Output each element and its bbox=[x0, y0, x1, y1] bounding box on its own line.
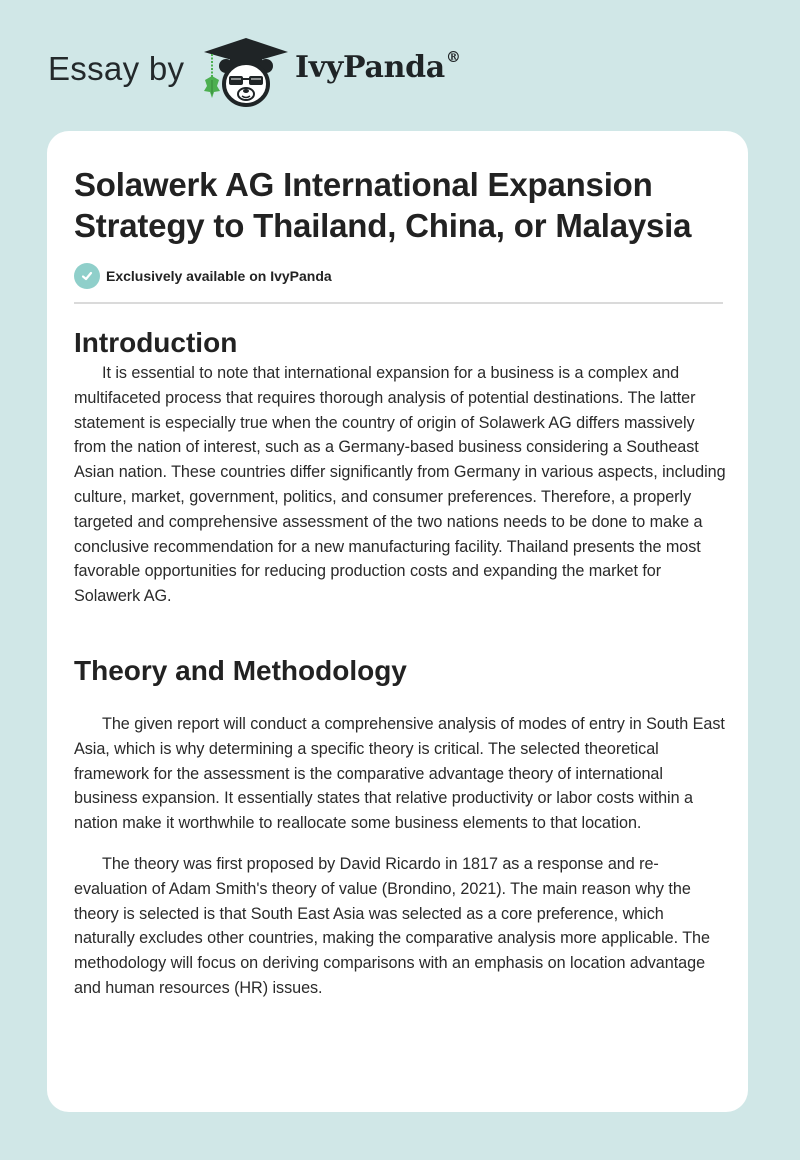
paragraph: The given report will conduct a comprehensive analysis of modes of entry in South East Asia, which is why determining a specific theory is critical. The selected theoretical framework for the assessment is the comparative advantage theory of international business expansion. It essentially states that relative productivity or labor costs within a nation make it worthwhile to reallocate some business elements to that location. bbox=[74, 715, 725, 833]
exclusive-badge bbox=[74, 263, 332, 289]
check-circle-icon bbox=[74, 263, 100, 289]
heading-theory-and-methodology: Theory and Methodology bbox=[74, 655, 407, 686]
panda-graduate-icon[interactable] bbox=[200, 36, 292, 108]
essay-by-label: Essay by bbox=[48, 50, 185, 87]
divider bbox=[74, 302, 723, 304]
essay-title: Solawerk AG International Expansion Strategy to Thailand, China, or Malaysia bbox=[74, 166, 692, 244]
exclusive-label: Exclusively available on IvyPanda bbox=[106, 268, 332, 284]
paragraph: The theory was first proposed by David Ricardo in 1817 as a response and re-evaluation of Adam Smith's theory of value (Brondino, 2021). The main reason why the theory is selected is that South East Asia was selected as a core preference, which naturally excludes other countries, making the comparative analysis more applicable. The methodology will focus on deriving comparisons with an emphasis on location advantage and human resources (HR) issues. bbox=[74, 855, 710, 997]
site-header bbox=[0, 0, 800, 130]
brand-name-text: IvyPanda bbox=[295, 50, 445, 85]
essay-card bbox=[47, 131, 748, 1112]
registered-mark: ® bbox=[445, 48, 461, 66]
ivypanda-wordmark[interactable] bbox=[295, 50, 461, 85]
heading-introduction: Introduction bbox=[74, 327, 238, 358]
paragraph: It is essential to note that international expansion for a business is a complex and multifaceted process that requires thorough analysis of potential destinations. The latter statement is especially true when the country of origin of Solawerk AG differs massively from the nation of interest, such as a Germany-based business considering a Southeast Asian nation. These countries differ significantly from Germany in various aspects, including culture, market, government, politics, and consumer preferences. Therefore, a properly targeted and comprehensive assessment of the two nations needs to be done to make a conclusive recommendation for a new manufacturing facility. Thailand presents the most favorable opportunities for reducing production costs and expanding the market for Solawerk AG. bbox=[74, 364, 726, 606]
